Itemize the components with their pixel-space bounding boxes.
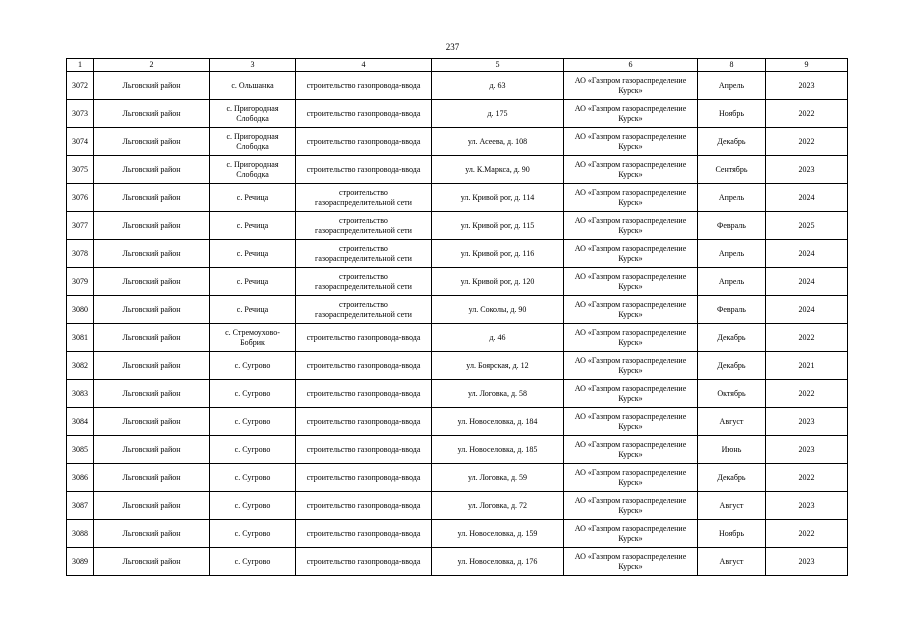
year-cell: 2024 xyxy=(766,296,848,324)
address-cell: ул. Новоселовка, д. 176 xyxy=(432,548,564,576)
company-cell: АО «Газпром газораспределение Курск» xyxy=(564,352,698,380)
table-row xyxy=(67,184,848,212)
row-number-cell: 3086 xyxy=(67,464,94,492)
company-cell: АО «Газпром газораспределение Курск» xyxy=(564,408,698,436)
district-cell: Льговский район xyxy=(94,128,210,156)
column-header: 5 xyxy=(432,59,564,72)
year-cell: 2022 xyxy=(766,128,848,156)
work-type-cell: строительство газораспределительной сети xyxy=(296,268,432,296)
row-number-cell: 3077 xyxy=(67,212,94,240)
company-cell: АО «Газпром газораспределение Курск» xyxy=(564,100,698,128)
column-header: 4 xyxy=(296,59,432,72)
month-cell: Сентябрь xyxy=(698,156,766,184)
column-header: 9 xyxy=(766,59,848,72)
company-cell: АО «Газпром газораспределение Курск» xyxy=(564,240,698,268)
company-cell: АО «Газпром газораспределение Курск» xyxy=(564,156,698,184)
month-cell: Апрель xyxy=(698,240,766,268)
district-cell: Льговский район xyxy=(94,156,210,184)
work-type-cell: строительство газораспределительной сети xyxy=(296,240,432,268)
year-cell: 2023 xyxy=(766,72,848,100)
row-number-cell: 3087 xyxy=(67,492,94,520)
settlement-cell: с. Ольшанка xyxy=(210,72,296,100)
settlement-cell: с. Сугрово xyxy=(210,548,296,576)
month-cell: Август xyxy=(698,548,766,576)
settlement-cell: с. Сугрово xyxy=(210,380,296,408)
address-cell: ул. К.Маркса, д. 90 xyxy=(432,156,564,184)
year-cell: 2025 xyxy=(766,212,848,240)
work-type-cell: строительство газопровода-ввода xyxy=(296,100,432,128)
address-cell: ул. Кривой рог, д. 115 xyxy=(432,212,564,240)
column-header: 1 xyxy=(67,59,94,72)
address-cell: ул. Логовка, д. 72 xyxy=(432,492,564,520)
month-cell: Февраль xyxy=(698,212,766,240)
district-cell: Льговский район xyxy=(94,436,210,464)
row-number-cell: 3080 xyxy=(67,296,94,324)
settlement-cell: с. Стремоухово-Бобрик xyxy=(210,324,296,352)
settlement-cell: с. Речица xyxy=(210,212,296,240)
year-cell: 2022 xyxy=(766,380,848,408)
district-cell: Льговский район xyxy=(94,212,210,240)
work-type-cell: строительство газопровода-ввода xyxy=(296,464,432,492)
table-row xyxy=(67,436,848,464)
settlement-cell: с. Пригородная Слободка xyxy=(210,156,296,184)
month-cell: Август xyxy=(698,492,766,520)
table-row xyxy=(67,492,848,520)
year-cell: 2022 xyxy=(766,464,848,492)
company-cell: АО «Газпром газораспределение Курск» xyxy=(564,184,698,212)
year-cell: 2024 xyxy=(766,184,848,212)
month-cell: Апрель xyxy=(698,184,766,212)
month-cell: Декабрь xyxy=(698,464,766,492)
row-number-cell: 3075 xyxy=(67,156,94,184)
work-type-cell: строительство газопровода-ввода xyxy=(296,72,432,100)
settlement-cell: с. Речица xyxy=(210,296,296,324)
district-cell: Льговский район xyxy=(94,380,210,408)
month-cell: Апрель xyxy=(698,268,766,296)
month-cell: Апрель xyxy=(698,72,766,100)
table-row xyxy=(67,296,848,324)
settlement-cell: с. Речица xyxy=(210,184,296,212)
company-cell: АО «Газпром газораспределение Курск» xyxy=(564,464,698,492)
year-cell: 2024 xyxy=(766,268,848,296)
address-cell: ул. Боярская, д. 12 xyxy=(432,352,564,380)
settlement-cell: с. Сугрово xyxy=(210,520,296,548)
settlement-cell: с. Пригородная Слободка xyxy=(210,128,296,156)
row-number-cell: 3085 xyxy=(67,436,94,464)
column-header: 2 xyxy=(94,59,210,72)
district-cell: Льговский район xyxy=(94,548,210,576)
settlement-cell: с. Пригородная Слободка xyxy=(210,100,296,128)
settlement-cell: с. Сугрово xyxy=(210,436,296,464)
row-number-cell: 3078 xyxy=(67,240,94,268)
company-cell: АО «Газпром газораспределение Курск» xyxy=(564,380,698,408)
company-cell: АО «Газпром газораспределение Курск» xyxy=(564,296,698,324)
table-row xyxy=(67,352,848,380)
company-cell: АО «Газпром газораспределение Курск» xyxy=(564,72,698,100)
year-cell: 2021 xyxy=(766,352,848,380)
district-cell: Льговский район xyxy=(94,100,210,128)
row-number-cell: 3081 xyxy=(67,324,94,352)
year-cell: 2023 xyxy=(766,408,848,436)
table-row xyxy=(67,240,848,268)
table-row xyxy=(67,464,848,492)
year-cell: 2023 xyxy=(766,492,848,520)
district-cell: Льговский район xyxy=(94,268,210,296)
address-cell: ул. Кривой рог, д. 114 xyxy=(432,184,564,212)
row-number-cell: 3088 xyxy=(67,520,94,548)
year-cell: 2023 xyxy=(766,156,848,184)
data-table xyxy=(66,58,848,576)
district-cell: Льговский район xyxy=(94,464,210,492)
table-row xyxy=(67,268,848,296)
settlement-cell: с. Сугрово xyxy=(210,408,296,436)
column-header: 3 xyxy=(210,59,296,72)
work-type-cell: строительство газопровода-ввода xyxy=(296,436,432,464)
month-cell: Октябрь xyxy=(698,380,766,408)
address-cell: ул. Соколы, д. 90 xyxy=(432,296,564,324)
company-cell: АО «Газпром газораспределение Курск» xyxy=(564,436,698,464)
work-type-cell: строительство газопровода-ввода xyxy=(296,548,432,576)
district-cell: Льговский район xyxy=(94,72,210,100)
year-cell: 2023 xyxy=(766,548,848,576)
row-number-cell: 3082 xyxy=(67,352,94,380)
row-number-cell: 3083 xyxy=(67,380,94,408)
month-cell: Июнь xyxy=(698,436,766,464)
settlement-cell: с. Речица xyxy=(210,240,296,268)
row-number-cell: 3072 xyxy=(67,72,94,100)
address-cell: ул. Новоселовка, д. 184 xyxy=(432,408,564,436)
month-cell: Ноябрь xyxy=(698,520,766,548)
company-cell: АО «Газпром газораспределение Курск» xyxy=(564,548,698,576)
company-cell: АО «Газпром газораспределение Курск» xyxy=(564,324,698,352)
row-number-cell: 3074 xyxy=(67,128,94,156)
table-row xyxy=(67,72,848,100)
table-row xyxy=(67,380,848,408)
company-cell: АО «Газпром газораспределение Курск» xyxy=(564,520,698,548)
district-cell: Льговский район xyxy=(94,408,210,436)
row-number-cell: 3079 xyxy=(67,268,94,296)
settlement-cell: с. Сугрово xyxy=(210,464,296,492)
column-header: 8 xyxy=(698,59,766,72)
work-type-cell: строительство газопровода-ввода xyxy=(296,128,432,156)
settlement-cell: с. Речица xyxy=(210,268,296,296)
table-row xyxy=(67,324,848,352)
district-cell: Льговский район xyxy=(94,324,210,352)
address-cell: ул. Кривой рог, д. 116 xyxy=(432,240,564,268)
table-body xyxy=(67,72,848,576)
district-cell: Льговский район xyxy=(94,184,210,212)
page-number: 237 xyxy=(445,42,460,52)
row-number-cell: 3076 xyxy=(67,184,94,212)
address-cell: д. 63 xyxy=(432,72,564,100)
work-type-cell: строительство газопровода-ввода xyxy=(296,492,432,520)
table-row xyxy=(67,100,848,128)
header-row xyxy=(67,59,848,72)
address-cell: ул. Новоселовка, д. 185 xyxy=(432,436,564,464)
work-type-cell: строительство газопровода-ввода xyxy=(296,324,432,352)
work-type-cell: строительство газораспределительной сети xyxy=(296,184,432,212)
work-type-cell: строительство газопровода-ввода xyxy=(296,408,432,436)
district-cell: Льговский район xyxy=(94,296,210,324)
year-cell: 2023 xyxy=(766,436,848,464)
table-row xyxy=(67,408,848,436)
district-cell: Льговский район xyxy=(94,240,210,268)
company-cell: АО «Газпром газораспределение Курск» xyxy=(564,268,698,296)
year-cell: 2024 xyxy=(766,240,848,268)
company-cell: АО «Газпром газораспределение Курск» xyxy=(564,212,698,240)
work-type-cell: строительство газопровода-ввода xyxy=(296,156,432,184)
table-row xyxy=(67,128,848,156)
row-number-cell: 3089 xyxy=(67,548,94,576)
table-row xyxy=(67,548,848,576)
month-cell: Ноябрь xyxy=(698,100,766,128)
address-cell: ул. Логовка, д. 59 xyxy=(432,464,564,492)
row-number-cell: 3073 xyxy=(67,100,94,128)
table-row xyxy=(67,212,848,240)
year-cell: 2022 xyxy=(766,520,848,548)
year-cell: 2022 xyxy=(766,100,848,128)
month-cell: Август xyxy=(698,408,766,436)
work-type-cell: строительство газопровода-ввода xyxy=(296,380,432,408)
work-type-cell: строительство газораспределительной сети xyxy=(296,296,432,324)
table-row xyxy=(67,520,848,548)
address-cell: ул. Асеева, д. 108 xyxy=(432,128,564,156)
address-cell: ул. Кривой рог, д. 120 xyxy=(432,268,564,296)
column-header: 6 xyxy=(564,59,698,72)
month-cell: Февраль xyxy=(698,296,766,324)
month-cell: Декабрь xyxy=(698,128,766,156)
address-cell: ул. Логовка, д. 58 xyxy=(432,380,564,408)
district-cell: Льговский район xyxy=(94,352,210,380)
address-cell: ул. Новоселовка, д. 159 xyxy=(432,520,564,548)
work-type-cell: строительство газопровода-ввода xyxy=(296,352,432,380)
settlement-cell: с. Сугрово xyxy=(210,492,296,520)
settlement-cell: с. Сугрово xyxy=(210,352,296,380)
company-cell: АО «Газпром газораспределение Курск» xyxy=(564,492,698,520)
address-cell: д. 175 xyxy=(432,100,564,128)
district-cell: Льговский район xyxy=(94,520,210,548)
work-type-cell: строительство газораспределительной сети xyxy=(296,212,432,240)
table-row xyxy=(67,156,848,184)
row-number-cell: 3084 xyxy=(67,408,94,436)
month-cell: Декабрь xyxy=(698,352,766,380)
address-cell: д. 46 xyxy=(432,324,564,352)
year-cell: 2022 xyxy=(766,324,848,352)
company-cell: АО «Газпром газораспределение Курск» xyxy=(564,128,698,156)
work-type-cell: строительство газопровода-ввода xyxy=(296,520,432,548)
district-cell: Льговский район xyxy=(94,492,210,520)
month-cell: Декабрь xyxy=(698,324,766,352)
